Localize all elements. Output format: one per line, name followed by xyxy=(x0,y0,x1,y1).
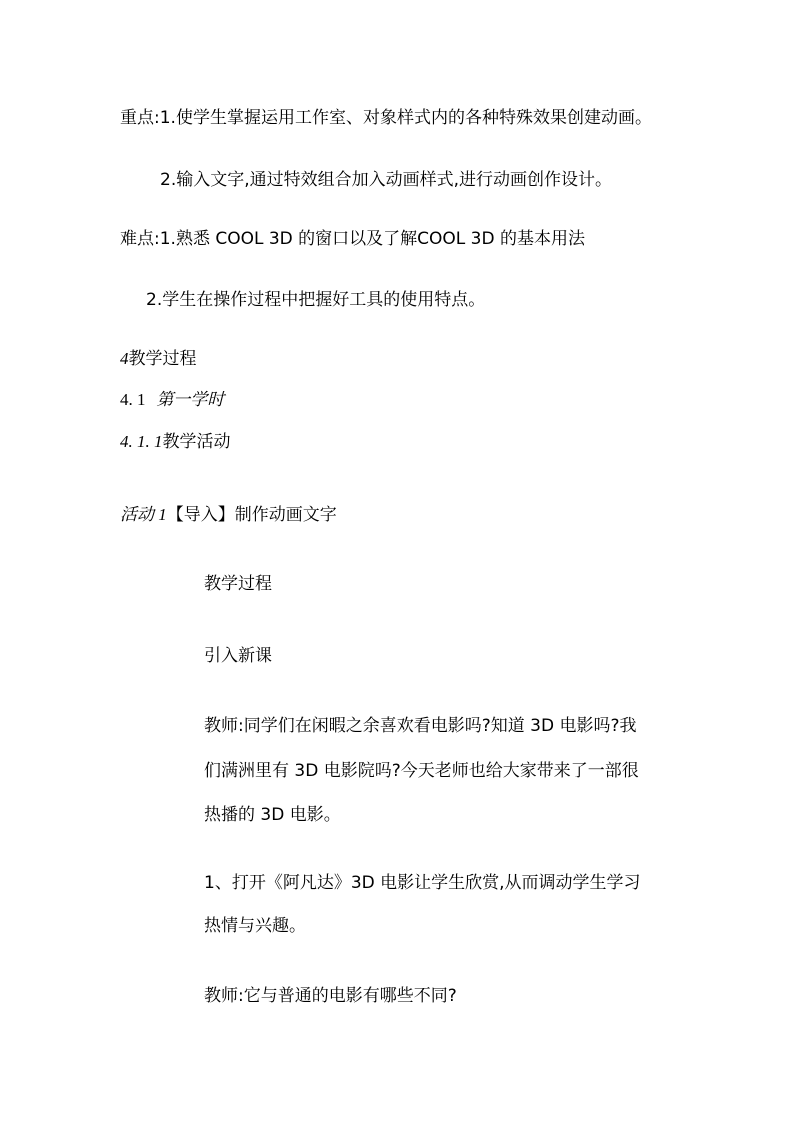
section-4-number: 4 xyxy=(120,349,129,368)
step-1-line-1: 1、打开《阿凡达》3D 电影让学生欣赏,从而调动学生学习 xyxy=(204,873,641,893)
section-4-1-title: 第一学时 xyxy=(156,390,225,409)
section-4-1-1-number: 4. 1. 1 xyxy=(120,432,163,451)
section-4-title: 教学过程 xyxy=(128,349,197,369)
activity-title: 制作动画文字 xyxy=(234,505,337,525)
teacher-question-line-3: 热播的 3D 电影。 xyxy=(204,805,341,825)
section-4-1-1-title: 教学活动 xyxy=(162,432,231,452)
activity-bracket-text: 【导入】 xyxy=(166,505,235,525)
difficult-points-line-2: 2.学生在操作过程中把握好工具的使用特点。 xyxy=(146,290,486,310)
key-points-line-1: 重点:1.使学生掌握运用工作室、对象样式内的各种特殊效果创建动画。 xyxy=(120,108,652,128)
section-4-heading xyxy=(120,349,197,369)
key-points-line-2: 2.输入文字,通过特效组合加入动画样式,进行动画创作设计。 xyxy=(160,170,613,190)
section-4-1-heading xyxy=(120,390,224,410)
activity-heading xyxy=(120,505,337,525)
section-4-1-1-heading xyxy=(120,432,231,452)
teacher-question-2: 教师:它与普通的电影有哪些不同? xyxy=(204,986,457,1006)
teacher-question-line-1: 教师:同学们在闲暇之余喜欢看电影吗?知道 3D 电影吗?我 xyxy=(204,716,637,736)
section-4-1-number: 4. 1 xyxy=(120,390,146,409)
teaching-process-label: 教学过程 xyxy=(204,574,272,594)
teacher-question-line-2: 们满洲里有 3D 电影院吗?今天老师也给大家带来了一部很 xyxy=(204,761,639,781)
activity-label: 活动 1 xyxy=(120,505,167,524)
intro-new-lesson-label: 引入新课 xyxy=(204,646,272,666)
difficult-points-line-1: 难点:1.熟悉 COOL 3D 的窗口以及了解COOL 3D 的基本用法 xyxy=(120,229,585,249)
step-1-line-2: 热情与兴趣。 xyxy=(204,916,306,936)
